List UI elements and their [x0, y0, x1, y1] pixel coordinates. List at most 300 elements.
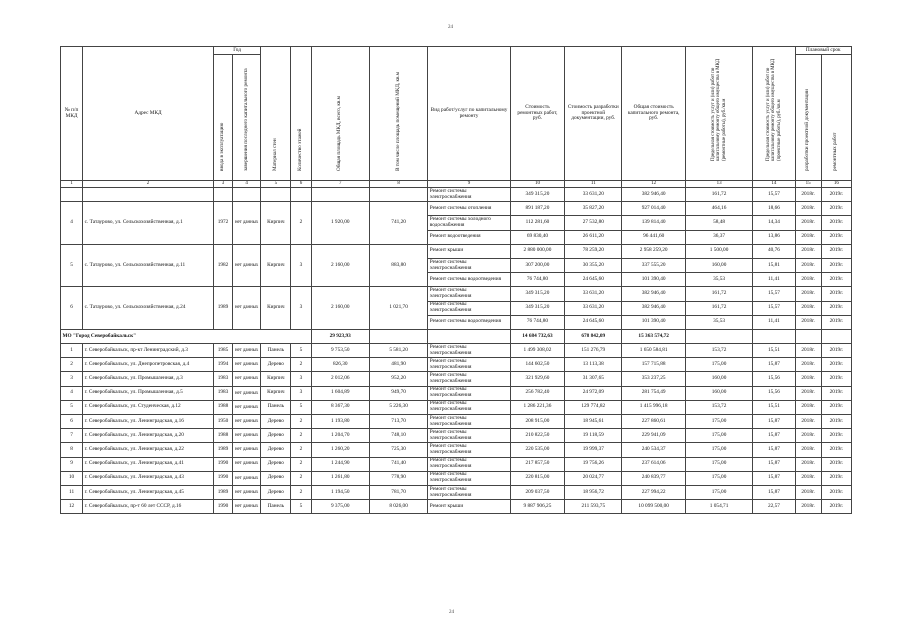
table-cell: 112 281,60 — [510, 216, 564, 230]
table-cell: 2018г. — [795, 344, 821, 358]
table-cell: 3 — [291, 287, 311, 330]
table-cell: 2019г. — [821, 485, 851, 499]
table-cell: с. Татаурово, ул. Сельскохозяйственная, д.11 — [83, 244, 214, 287]
table-cell: Ремонт системы электроснабжения — [428, 358, 511, 372]
table-cell: 2018г. — [795, 287, 821, 301]
table-cell: 5 — [61, 244, 83, 287]
table-cell: 8 367,30 — [311, 400, 369, 414]
table-row — [61, 443, 852, 457]
table-cell: 741,20 — [369, 202, 427, 245]
table-cell: 24 645,60 — [565, 273, 622, 287]
table-cell: Ремонт системы электроснабжения — [428, 188, 511, 202]
table-cell: 2018г. — [795, 415, 821, 429]
table-cell: 1989 — [213, 287, 232, 330]
table-cell: 1 204,70 — [311, 429, 369, 443]
table-row — [61, 471, 852, 485]
table-cell: 1 021,70 — [369, 287, 427, 330]
table-cell: Дерево — [261, 429, 291, 443]
table-cell: 883,80 — [369, 244, 427, 287]
table-cell: 11 — [61, 485, 83, 499]
table-cell: 13,86 — [753, 230, 795, 244]
table-cell: 33 631,20 — [565, 287, 622, 301]
table-cell: Кирпич — [261, 386, 291, 400]
table-cell: 220 815,00 — [510, 471, 564, 485]
column-numbers-row — [61, 181, 852, 188]
table-cell: 2 — [291, 429, 311, 443]
table-cell: г. Северобайкальск, пр-кт Ленинградский, д.3 — [83, 344, 214, 358]
table-cell: 10 — [61, 471, 83, 485]
table-cell: 15,87 — [753, 443, 795, 457]
table-cell: 2019г. — [821, 315, 851, 329]
table-cell — [311, 188, 369, 202]
table-cell: 2019г. — [821, 301, 851, 315]
table-cell — [83, 188, 214, 202]
table-cell: 2019г. — [821, 216, 851, 230]
table-cell — [261, 188, 291, 202]
table-cell: 15,87 — [753, 415, 795, 429]
table-cell: 14,34 — [753, 216, 795, 230]
table-cell: 2 — [291, 457, 311, 471]
table-cell: Ремонт водоотведения — [428, 230, 511, 244]
table-cell: 2 012,06 — [311, 372, 369, 386]
table-cell: 15 363 574,72 — [622, 329, 685, 343]
table-cell: 5 581,20 — [369, 344, 427, 358]
table-cell: нет данных — [233, 485, 261, 499]
table-cell: 208 915,00 — [510, 415, 564, 429]
table-cell: Панель — [261, 344, 291, 358]
table-cell: 1983 — [213, 386, 232, 400]
table-cell: 2019г. — [821, 415, 851, 429]
table-cell: г. Северобайкальск, ул. Ленинградская, д.43 — [83, 471, 214, 485]
table-cell: 2 — [291, 471, 311, 485]
table-cell: Кирпич — [261, 202, 291, 245]
table-row — [61, 500, 852, 514]
table-body — [61, 188, 852, 514]
table-cell: 349 315,20 — [510, 188, 564, 202]
table-cell: 11,41 — [753, 273, 795, 287]
table-cell: 891 187,20 — [510, 202, 564, 216]
header-year-built: ввода в эксплуатацию — [213, 55, 232, 181]
header-plan-repair: ремонтных работ — [821, 55, 851, 181]
table-cell: 101 390,40 — [622, 273, 685, 287]
municipality-total-row — [61, 329, 852, 343]
table-cell: нет данных — [233, 429, 261, 443]
header-plan-design: разработки проектной документации — [795, 55, 821, 181]
table-cell: 2019г. — [821, 429, 851, 443]
table-cell: 337 555,20 — [622, 258, 685, 272]
table-cell: 1989 — [213, 485, 232, 499]
table-cell: 1990 — [213, 471, 232, 485]
table-cell: 1 054,71 — [685, 500, 752, 514]
table-cell: Ремонт системы отопления — [428, 202, 511, 216]
table-cell: 175,00 — [685, 457, 752, 471]
table-cell: 2019г. — [821, 287, 851, 301]
table-cell: 2018г. — [795, 315, 821, 329]
table-cell: 2019г. — [821, 500, 851, 514]
table-cell: 175,00 — [685, 471, 752, 485]
table-cell: 952,20 — [369, 372, 427, 386]
table-cell: 227 994,22 — [622, 485, 685, 499]
table-cell: 1 260,20 — [311, 443, 369, 457]
table-cell: 19 756,26 — [565, 457, 622, 471]
table-row — [61, 400, 852, 414]
table-cell: нет данных — [233, 244, 261, 287]
table-cell: 678 842,09 — [565, 329, 622, 343]
table-cell: 24 645,60 — [565, 315, 622, 329]
table-cell: Ремонт системы водоотведения — [428, 273, 511, 287]
table-cell: 15,56 — [753, 386, 795, 400]
table-cell: 2 — [291, 202, 311, 245]
table-cell: Дерево — [261, 358, 291, 372]
table-cell: Дерево — [261, 457, 291, 471]
table-row — [61, 485, 852, 499]
table-cell: 2018г. — [795, 443, 821, 457]
table-cell — [213, 188, 232, 202]
table-cell: 2019г. — [821, 471, 851, 485]
table-cell: 1985 — [213, 344, 232, 358]
table-cell: 826,30 — [311, 358, 369, 372]
table-cell: нет данных — [233, 358, 261, 372]
table-cell: 9 375,00 — [311, 500, 369, 514]
table-cell: 33 631,20 — [565, 301, 622, 315]
table-cell: 2018г. — [795, 400, 821, 414]
table-cell: 6 — [61, 287, 83, 330]
table-cell: 3 — [61, 372, 83, 386]
table-cell: 30 355,20 — [565, 258, 622, 272]
table-cell: 175,00 — [685, 358, 752, 372]
table-cell: 382 946,40 — [622, 188, 685, 202]
table-cell: 22,57 — [753, 500, 795, 514]
header-year-group: Год — [213, 47, 260, 55]
table-cell: 725,30 — [369, 443, 427, 457]
table-cell: 2019г. — [821, 443, 851, 457]
table-cell: г. Северобайкальск, пр-т 60 лет СССР, д.16 — [83, 500, 214, 514]
table-cell: г. Северобайкальск, ул. Студенческая, д.12 — [83, 400, 214, 414]
table-cell: 2 958 259,20 — [622, 244, 685, 258]
table-cell — [685, 329, 752, 343]
table-cell: 35,53 — [685, 273, 752, 287]
table-cell: 210 822,50 — [510, 429, 564, 443]
table-cell: 69 830,40 — [510, 230, 564, 244]
table-cell: нет данных — [233, 443, 261, 457]
table-cell: 1 244,90 — [311, 457, 369, 471]
table-cell: 464,16 — [685, 202, 752, 216]
table-cell: 1989 — [213, 443, 232, 457]
table-cell: 13 113,38 — [565, 358, 622, 372]
column-number: 9 — [428, 181, 511, 188]
table-cell: 24 972,09 — [565, 386, 622, 400]
table-cell: Ремонт системы электроснабжения — [428, 258, 511, 272]
table-cell: 237 614,06 — [622, 457, 685, 471]
table-cell: 15,87 — [753, 485, 795, 499]
table-cell: 151 276,79 — [565, 344, 622, 358]
table-row — [61, 188, 852, 202]
table-cell: 175,00 — [685, 443, 752, 457]
table-cell: 12 — [61, 500, 83, 514]
table-cell: 35 827,20 — [565, 202, 622, 216]
table-cell: Ремонт системы электроснабжения — [428, 485, 511, 499]
table-cell: 281 754,49 — [622, 386, 685, 400]
table-cell: 382 946,40 — [622, 287, 685, 301]
header-design-cost: Стоимость разработки проектной документации, руб. — [565, 47, 622, 181]
table-cell: 2018г. — [795, 358, 821, 372]
table-cell: Дерево — [261, 471, 291, 485]
table-cell: 1994 — [213, 358, 232, 372]
table-cell: 26 611,20 — [565, 230, 622, 244]
header-num: № п/п МКД — [61, 47, 83, 181]
table-cell: 2018г. — [795, 500, 821, 514]
table-cell: 3 — [291, 244, 311, 287]
table-cell: Ремонт крыши — [428, 244, 511, 258]
table-cell — [821, 329, 851, 343]
table-cell — [795, 329, 821, 343]
table-cell: 2019г. — [821, 372, 851, 386]
table-cell — [61, 188, 83, 202]
table-row — [61, 287, 852, 301]
column-number: 3 — [213, 181, 232, 188]
table-cell: 209 037,50 — [510, 485, 564, 499]
table-cell: 31 307,65 — [565, 372, 622, 386]
table-cell: 2019г. — [821, 386, 851, 400]
table-cell: 949,70 — [369, 386, 427, 400]
table-cell: 2018г. — [795, 258, 821, 272]
table-cell: 36,37 — [685, 230, 752, 244]
header-unit-cost-work: Предельная стоимость услуг и (или) работ по капитальному ремонту общего имущества в МКД (ремонтные работы), руб./кв.м — [685, 47, 752, 181]
header-work: Вид работ/услуг по капитальному ремонту — [428, 47, 511, 181]
table-cell: нет данных — [233, 500, 261, 514]
table-cell: 2018г. — [795, 372, 821, 386]
table-cell — [233, 188, 261, 202]
table-cell: г. Северобайкальск, ул. Промышленная, д.5 — [83, 386, 214, 400]
table-cell: нет данных — [233, 415, 261, 429]
table-cell: Ремонт системы холодного водоснабжения — [428, 216, 511, 230]
table-row — [61, 202, 852, 216]
table-cell: 5 — [291, 500, 311, 514]
table-cell: Кирпич — [261, 287, 291, 330]
table-cell: 2019г. — [821, 358, 851, 372]
table-cell: 2018г. — [795, 202, 821, 216]
table-cell: 139 814,40 — [622, 216, 685, 230]
table-cell: 157 715,88 — [622, 358, 685, 372]
column-number: 14 — [753, 181, 795, 188]
table-cell: 2 880 000,00 — [510, 244, 564, 258]
table-cell: Ремонт системы электроснабжения — [428, 429, 511, 443]
table-cell: 3 — [291, 386, 311, 400]
table-cell: Ремонт системы электроснабжения — [428, 372, 511, 386]
header-year-last-repair: завершения последнего капитального ремонта — [233, 55, 261, 181]
table-cell: нет данных — [233, 344, 261, 358]
table-cell: с. Татаурово, ул. Сельскохозяйственная, д.24 — [83, 287, 214, 330]
table-cell: 1 261,80 — [311, 471, 369, 485]
table-cell: г. Северобайкальск, ул. Ленинградская, д.45 — [83, 485, 214, 499]
table-cell: 2018г. — [795, 301, 821, 315]
header-plan-group: Плановый срок — [795, 47, 851, 55]
table-cell: 15,51 — [753, 344, 795, 358]
table-cell: 4 — [61, 202, 83, 245]
table-cell: Ремонт системы электроснабжения — [428, 386, 511, 400]
table-cell: 153,72 — [685, 344, 752, 358]
table-cell: 33 631,20 — [565, 188, 622, 202]
column-number: 10 — [510, 181, 564, 188]
table-cell: 18,66 — [753, 202, 795, 216]
table-cell: нет данных — [233, 400, 261, 414]
table-cell: 10 099 500,00 — [622, 500, 685, 514]
table-cell: 1988 — [213, 400, 232, 414]
column-number: 5 — [261, 181, 291, 188]
table-cell: 229 941,09 — [622, 429, 685, 443]
table-cell: 5 — [291, 400, 311, 414]
table-cell: Кирпич — [261, 244, 291, 287]
header-living-area: В том числе площадь помещений МКД, кв.м — [369, 47, 427, 181]
table-cell: 15,81 — [753, 258, 795, 272]
table-cell: 349 315,20 — [510, 301, 564, 315]
table-cell: 256 782,40 — [510, 386, 564, 400]
table-cell: Ремонт системы электроснабжения — [428, 443, 511, 457]
table-cell: 2 160,00 — [311, 244, 369, 287]
table-cell: 76 744,80 — [510, 273, 564, 287]
table-cell: 96 441,60 — [622, 230, 685, 244]
table-cell: 8 — [61, 443, 83, 457]
table-cell: 15,57 — [753, 287, 795, 301]
header-unit-cost-design: Предельная стоимость услуг и (или) работ по капитальному ремонту общего имущества в МКД (проектные работы), руб./кв.м — [753, 47, 795, 181]
table-cell: 211 593,75 — [565, 500, 622, 514]
table-cell: Кирпич — [261, 372, 291, 386]
table-cell: г. Северобайкальск, ул. Ленинградская, д.41 — [83, 457, 214, 471]
table-cell: Панель — [261, 500, 291, 514]
table-cell: 240 534,37 — [622, 443, 685, 457]
table-cell: 15,51 — [753, 400, 795, 414]
column-number: 11 — [565, 181, 622, 188]
header-wall: Материал стен — [261, 47, 291, 181]
capital-repair-table — [60, 46, 852, 514]
table-cell: 2019г. — [821, 202, 851, 216]
table-row — [61, 415, 852, 429]
table-cell: 2 — [61, 358, 83, 372]
table-cell: 2018г. — [795, 273, 821, 287]
table-cell: 15,87 — [753, 457, 795, 471]
table-cell — [428, 329, 511, 343]
table-cell: 2019г. — [821, 457, 851, 471]
table-cell: 4 — [61, 386, 83, 400]
table-cell: 15,87 — [753, 358, 795, 372]
table-cell: 2018г. — [795, 386, 821, 400]
table-cell: Дерево — [261, 485, 291, 499]
header-total-cost: Общая стоимость капитального ремонта, руб. — [622, 47, 685, 181]
table-cell: 1990 — [213, 457, 232, 471]
table-cell: 741,40 — [369, 457, 427, 471]
table-cell: 5 — [291, 344, 311, 358]
table-cell: 19 118,59 — [565, 429, 622, 443]
table-cell: 3 — [291, 372, 311, 386]
table-cell: 19 999,37 — [565, 443, 622, 457]
table-cell: 18 945,61 — [565, 415, 622, 429]
table-cell: 2018г. — [795, 230, 821, 244]
column-number: 7 — [311, 181, 369, 188]
table-cell: 2018г. — [795, 216, 821, 230]
table-cell: 2018г. — [795, 188, 821, 202]
table-cell: 153,72 — [685, 400, 752, 414]
table-cell: 1 499 308,02 — [510, 344, 564, 358]
table-cell: 227 860,61 — [622, 415, 685, 429]
table-cell: г. Северобайкальск, ул. Ленинградская, д.22 — [83, 443, 214, 457]
table-cell: 927 014,40 — [622, 202, 685, 216]
table-cell: 481,90 — [369, 358, 427, 372]
table-cell: 175,00 — [685, 415, 752, 429]
table-cell: нет данных — [233, 287, 261, 330]
table-cell: 2018г. — [795, 471, 821, 485]
table-cell — [291, 188, 311, 202]
table-cell: 161,72 — [685, 301, 752, 315]
table-cell: 1 650 584,81 — [622, 344, 685, 358]
table-cell: 1 — [61, 344, 83, 358]
table-cell: 713,70 — [369, 415, 427, 429]
column-number: 4 — [233, 181, 261, 188]
table-cell: Ремонт системы электроснабжения — [428, 400, 511, 414]
table-cell: 129 774,82 — [565, 400, 622, 414]
table-cell: 6 — [61, 415, 83, 429]
table-cell: 7 — [61, 429, 83, 443]
table-cell: 2019г. — [821, 244, 851, 258]
table-cell: 9 — [61, 457, 83, 471]
table-cell: нет данных — [233, 372, 261, 386]
column-number: 8 — [369, 181, 427, 188]
table-cell: с. Татаурово, ул. Сельскохозяйственная, д.1 — [83, 202, 214, 245]
table-cell: Ремонт системы электроснабжения — [428, 457, 511, 471]
column-number: 13 — [685, 181, 752, 188]
table-cell: нет данных — [233, 457, 261, 471]
table-cell: 1983 — [213, 372, 232, 386]
table-cell: 1982 — [213, 244, 232, 287]
table-cell: 307 200,00 — [510, 258, 564, 272]
table-cell: 14 684 732,63 — [510, 329, 564, 343]
table-cell: 58,48 — [685, 216, 752, 230]
page-number-top: 24 — [448, 25, 453, 30]
table-cell: 353 237,25 — [622, 372, 685, 386]
table-cell: 2019г. — [821, 344, 851, 358]
table-cell: нет данных — [233, 386, 261, 400]
table-cell: г. Северобайкальск, ул. Днепропетровская, д.4 — [83, 358, 214, 372]
table-cell: 1988 — [213, 429, 232, 443]
table-cell: МО "Город Северобайкальск" — [61, 329, 312, 343]
table-cell: 220 535,00 — [510, 443, 564, 457]
table-cell: 349 315,20 — [510, 287, 564, 301]
table-cell: 1 920,00 — [311, 202, 369, 245]
table-cell: Ремонт системы электроснабжения — [428, 471, 511, 485]
table-cell: 2018г. — [795, 457, 821, 471]
table-cell: 2 — [291, 358, 311, 372]
table-cell: 321 929,60 — [510, 372, 564, 386]
table-cell: г. Северобайкальск, ул. Ленинградская, д.20 — [83, 429, 214, 443]
table-cell: 5 — [61, 400, 83, 414]
table-cell: 1 415 996,18 — [622, 400, 685, 414]
table-cell: Ремонт системы электроснабжения — [428, 344, 511, 358]
table-cell: 1990 — [213, 500, 232, 514]
table-cell: 175,00 — [685, 429, 752, 443]
table-row — [61, 429, 852, 443]
table-cell: 20 024,77 — [565, 471, 622, 485]
table-cell: 2019г. — [821, 400, 851, 414]
table-cell: 76 744,80 — [510, 315, 564, 329]
table-cell: 2018г. — [795, 485, 821, 499]
table-cell: 2 — [291, 443, 311, 457]
table-cell: Ремонт системы электроснабжения — [428, 287, 511, 301]
table-cell: 175,00 — [685, 485, 752, 499]
table-cell: 18 956,72 — [565, 485, 622, 499]
table-cell: г. Северобайкальск, ул. Ленинградская, д.16 — [83, 415, 214, 429]
table-cell: 2018г. — [795, 429, 821, 443]
header-work-cost: Стоимость ремонтных работ, руб. — [510, 47, 564, 181]
table-cell: Ремонт крыши — [428, 500, 511, 514]
